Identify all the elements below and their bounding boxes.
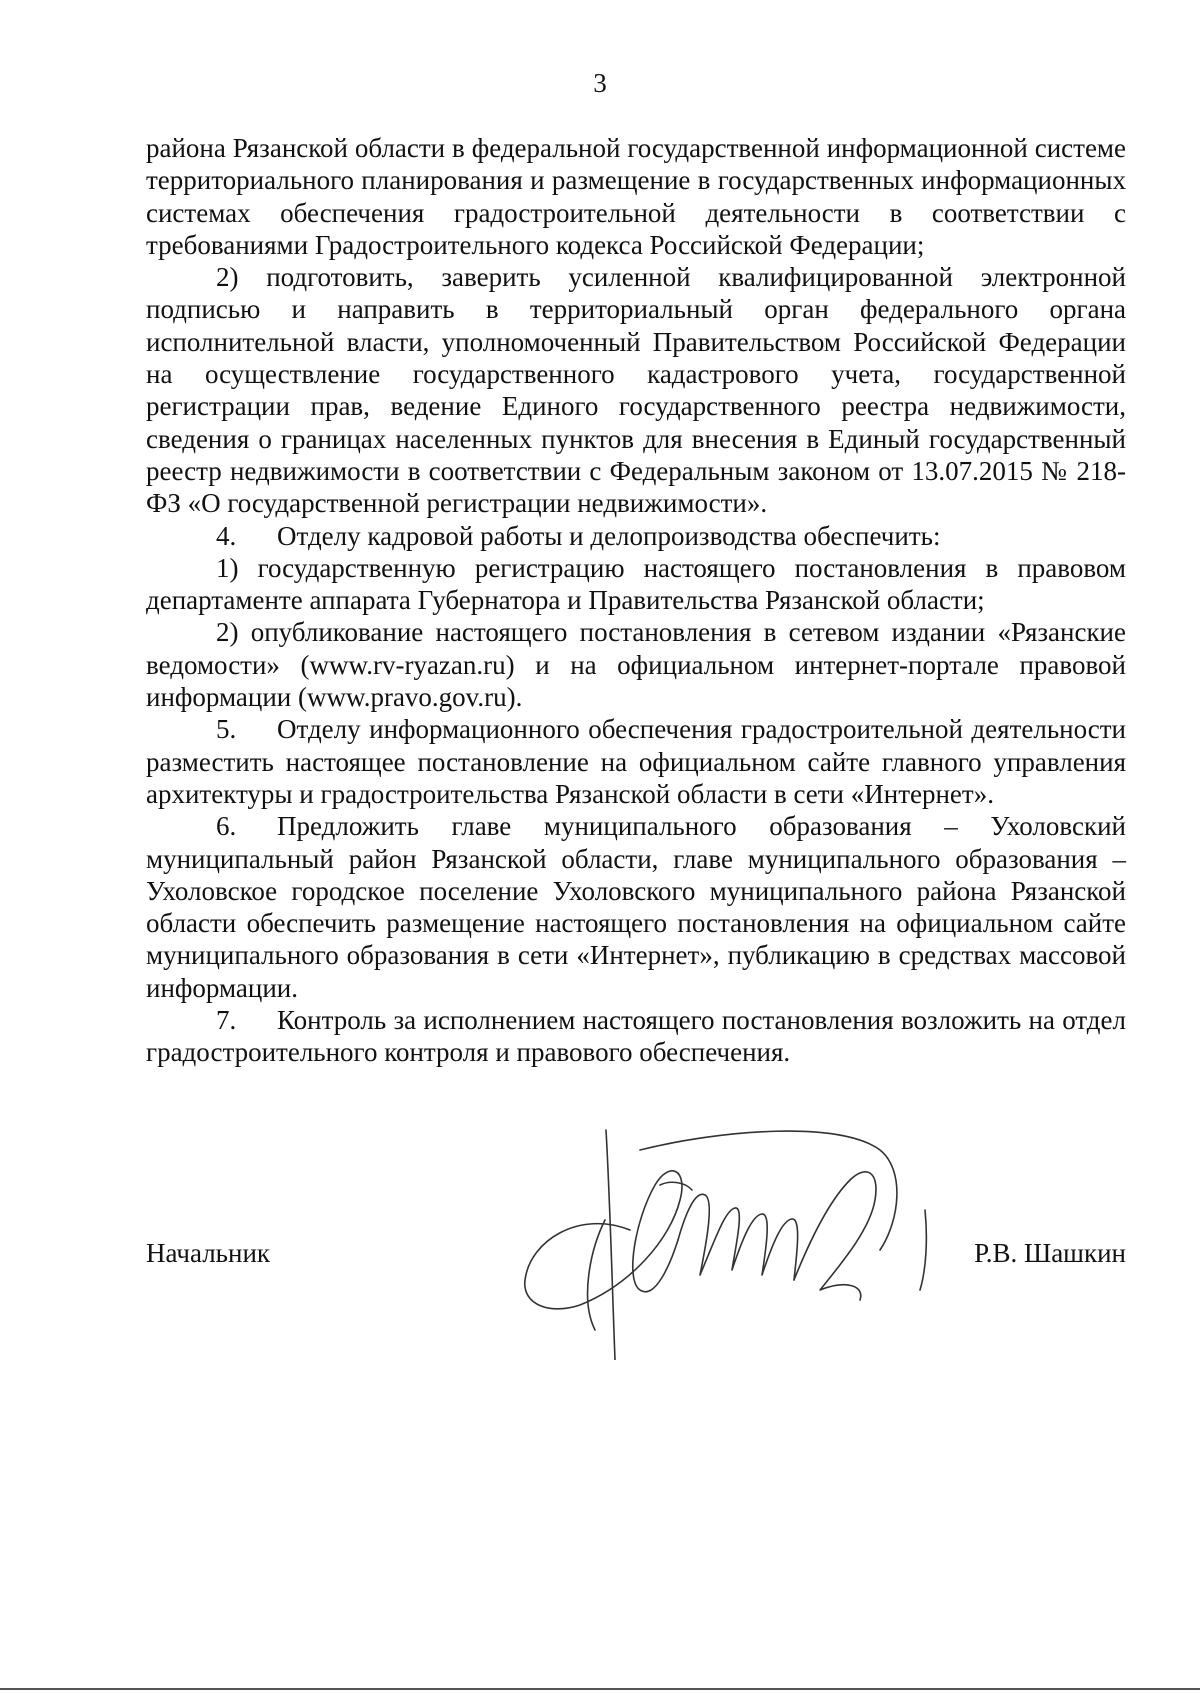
document-body bbox=[146, 132, 1126, 1069]
item-text: Предложить главе муниципального образования – Ухоловский муниципальный район Рязанской области, главе муниципального образования – Ухоловское городское поселение Ухоловского муниципального района Рязанской области обеспечить размещение настоящего постановления на официальном сайте муниципального образования в сети «Интернет», публикацию в средствах массовой информации. bbox=[146, 811, 1126, 1003]
bottom-divider bbox=[0, 1688, 1200, 1690]
item-number: 6. bbox=[216, 811, 237, 842]
item-number: 5. bbox=[216, 714, 237, 745]
paragraph-subitem-4-2: 2) опубликование настоящего постановления в сетевом издании «Рязанские ведомости» (www.rv-ryazan.ru) и на официальном интернет-портале правовой информации (www.pravo.gov.ru). bbox=[146, 617, 1126, 713]
item-text: Контроль за исполнением настоящего постановления возложить на отдел градостроительного контроля и правового обеспечения. bbox=[146, 1005, 1126, 1068]
signature-block bbox=[146, 1238, 1126, 1278]
signatory-name: Р.В. Шашкин bbox=[974, 1238, 1126, 1268]
page-number: 3 bbox=[593, 68, 607, 98]
item-text: Отделу информационного обеспечения градостроительной деятельности разместить настоящее постановление на официальном сайте главного управления архитектуры и градостроительства Рязанской области в сети «Интернет». bbox=[146, 714, 1126, 809]
paragraph-subitem-4-1: 1) государственную регистрацию настоящего постановления в правовом департаменте аппарата Губернатора и Правительства Рязанской области; bbox=[146, 552, 1126, 616]
handwritten-signature bbox=[520, 1090, 940, 1360]
paragraph-item-4 bbox=[146, 520, 1126, 552]
item-number: 4. bbox=[216, 520, 237, 551]
item-text: Отделу кадровой работы и делопроизводства обеспечить: bbox=[277, 520, 941, 551]
paragraph-item-5 bbox=[146, 713, 1126, 810]
item-number: 7. bbox=[216, 1005, 237, 1036]
paragraph-item-6 bbox=[146, 810, 1126, 1004]
paragraph-continuation: района Рязанской области в федеральной государственной информационной системе территориального планирования и размещение в государственных информационных системах обеспечения градостроительной деятельности в соответствии с требованиями Градостроительного кодекса Российской Федерации; bbox=[146, 133, 1126, 260]
signatory-title: Начальник bbox=[146, 1238, 271, 1268]
paragraph-item-7 bbox=[146, 1004, 1126, 1069]
paragraph-subitem-2: 2) подготовить, заверить усиленной квалифицированной электронной подписью и направить в территориальный орган федерального органа исполнительной власти, уполномоченный Правительством Российской Федерации на осуществление государственного кадастрового учета, государственной регистрации прав, ведение Единого государственного реестра недвижимости, сведения о границах населенных пунктов для внесения в Единый государственный реестр недвижимости в соответствии с Федеральным законом от 13.07.2015 № 218-ФЗ «О государственной регистрации недвижимости». bbox=[146, 262, 1126, 519]
